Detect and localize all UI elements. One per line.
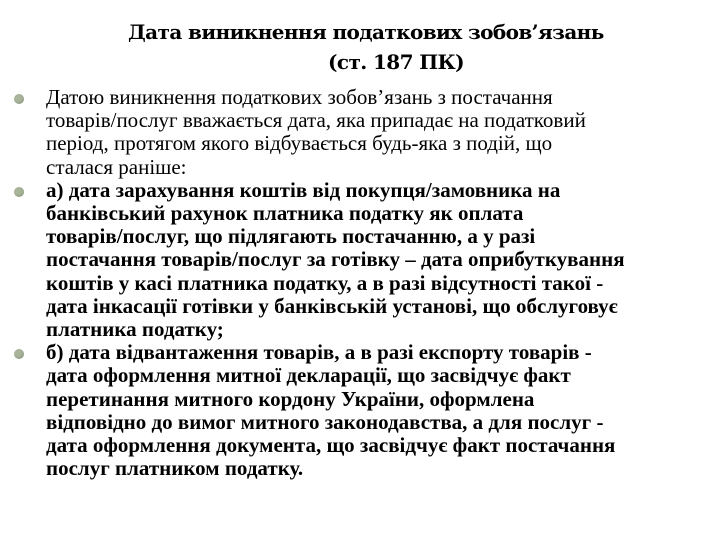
bullet-dot-icon — [14, 187, 24, 197]
bullet-line: б) дата відвантаження товарів, а в разі експорту товарів - — [46, 340, 592, 365]
bullet-line: послуг платником податку. — [46, 456, 304, 481]
bullet-line: дата оформлення митної декларації, що засвідчує факт — [46, 363, 571, 388]
bullet-line: дата оформлення документа, що засвідчує факт постачання — [46, 433, 616, 458]
bullet-dot-icon — [14, 349, 24, 359]
bullet-line: а) дата зарахування коштів від покупця/замовника на — [46, 177, 561, 202]
bullet-line: платника податку; — [46, 317, 224, 342]
bullet-line: перетинання митного кордону України, оформлена — [46, 386, 535, 411]
bullet-list — [0, 86, 720, 480]
bullet-line: банківський рахунок платника податку як оплата — [46, 201, 524, 226]
bullet-line: товарів/послуг вважається дата, яка припадає на податковий — [46, 108, 586, 133]
bullet-line: сталася раніше: — [46, 154, 187, 179]
bullet-item-b — [0, 341, 720, 480]
bullet-line: товарів/послуг, що підлягають постачанню, а у разі — [46, 224, 536, 249]
bullet-line: дата інкасації готівки у банківській установі, що обслуговує — [46, 293, 618, 318]
title-line-1: Дата виникнення податкових зобов’язань — [128, 20, 604, 44]
title-line-2: (ст. 187 ПК) — [328, 50, 465, 74]
bullet-line: період, протягом якого відбувається будь-яка з подій, що — [46, 131, 553, 156]
bullet-item-a — [0, 179, 720, 341]
bullet-line: Датою виникнення податкових зобов’язань з постачання — [46, 85, 553, 109]
bullet-line: коштів у касі платника податку, а в разі відсутності такої - — [46, 270, 604, 295]
bullet-line: постачання товарів/послуг за готівку – дата оприбуткування — [46, 247, 625, 272]
bullet-item-definition — [0, 86, 720, 179]
bullet-line: відповідно до вимог митного законодавства, а для послуг - — [46, 409, 604, 434]
bullet-dot-icon — [14, 94, 24, 104]
